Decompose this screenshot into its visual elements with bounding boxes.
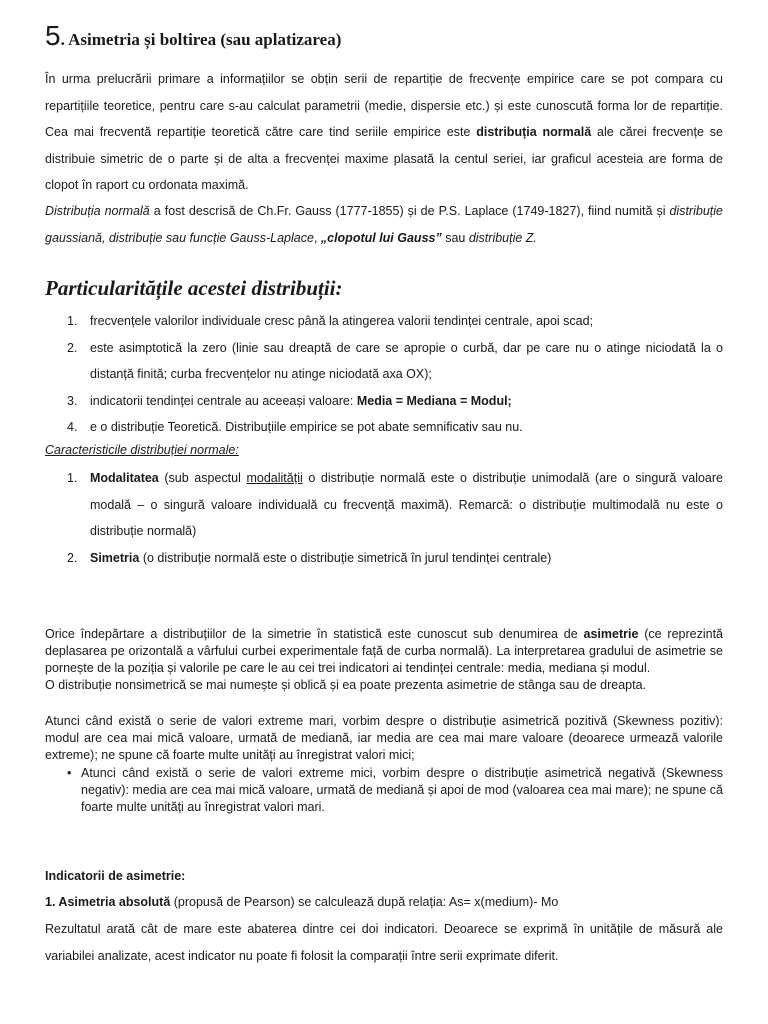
list-item-number: 3.	[67, 393, 78, 408]
positive-skew-paragraph: Atunci când există o serie de valori extreme mari, vorbim despre o distribuție asimetrică pozitivă (Skewness pozitiv): modul are cea mai mică valoare, urmată de mediană, iar media are cea mai mare valoare (deoarece urmează valorile extreme); ne spune că foarte multe unități au înregistrat valori mici;	[45, 714, 723, 762]
particularities-heading: Particularitățile acestei distribuții:	[45, 276, 343, 300]
absolute-asymmetry-term: 1. Asimetria absolută	[45, 895, 171, 909]
particularities-list	[45, 308, 723, 441]
indicators-heading: Indicatorii de asimetrie:	[45, 869, 186, 883]
list-item-text: o distribuție normală este o distribuție unimodală (are o singură valoare modală – o singură valoare individuală cu frecvență maximă). Remarcă: o distribuție multimodală nu este o distribuție normală)	[90, 471, 723, 539]
list-item-number: 1.	[67, 314, 78, 328]
asymmetry-paragraph	[45, 626, 723, 694]
list-item-number: 2.	[67, 340, 78, 355]
characteristics-list	[45, 465, 723, 571]
section-number: 5	[45, 20, 61, 51]
asymmetry-term: asimetrie	[583, 627, 639, 641]
list-item-bold-text: Media = Mediana = Modul;	[356, 393, 512, 408]
normal-distribution-term: distribuția normală	[476, 125, 592, 140]
list-item-text: frecvențele valorilor individuale cresc până la atingerea valorii tendinței centrale, apoi scad;	[90, 314, 594, 328]
result-paragraph: Rezultatul arată cât de mare este abaterea dintre cei doi indicatori. Deoarece se exprimă în unitățile de măsură ale variabilei analizate, acest indicator nu poate fi folosit la comparații între serii exprimate diferit.	[45, 922, 723, 963]
gauss-text-1: a fost descrisă de Ch.Fr. Gauss (1777-1855) și de P.S. Laplace (1749-1827), fiind numită și	[149, 204, 670, 218]
list-item-text: indicatorii tendinței centrale au aceeași valoare:	[90, 393, 357, 408]
list-item	[45, 308, 723, 335]
list-item-number: 2.	[67, 550, 78, 565]
symmetry-term: Simetria	[90, 550, 140, 565]
absolute-asymmetry-line	[45, 894, 723, 911]
asymmetry-text-3: O distribuție nonsimetrică se mai numește și oblică și ea poate prezenta asimetrie de stânga sau de dreapta.	[45, 678, 647, 692]
list-item-text: (o distribuție normală este o distribuție simetrică în jurul tendinței centrale)	[139, 550, 552, 565]
gauss-term-2: distribuție gaussiană, distribuție sau funcție Gauss-Laplace	[45, 204, 723, 245]
list-item-number: 4.	[67, 420, 78, 435]
intro-text-end: ale cărei frecvențe se distribuie simetric de o parte și de alta a frecvenței maxime plasată la centul seriei, iar graficul acesteia are forma de clopot în raport cu ordonata maximă.	[45, 125, 723, 193]
absolute-asymmetry-formula: (propusă de Pearson) se calculează după relația: As= x(medium)- Mo	[170, 895, 559, 909]
modality-underlined: modalității	[246, 471, 303, 485]
characteristics-heading: Caracteristicile distribuției normale:	[45, 443, 239, 457]
modality-term: Modalitatea	[90, 471, 159, 485]
section-number-separator: .	[60, 30, 65, 49]
list-item	[45, 465, 723, 545]
negative-skew-text: Atunci când există o serie de valori extreme mici, vorbim despre o distribuție asimetrică negativă (Skewness negativ): media are cea mai mică valoare, urmată de mediană și apoi de mod (valoarea cea mai mare); ne spune că foarte multe unități au înregistrat valori mari.	[81, 766, 723, 814]
gauss-term-3: „clopotul lui Gauss”	[320, 230, 442, 245]
asymmetry-text-2: (ce reprezintă deplasarea pe orizontală a vârfului curbei experimentale față de curba normală). La interpretarea gradului de asimetrie se pornește de la poziția și valorile pe care le au cei trei indicatori ai tendinței centrale: media, mediana și modul.	[45, 627, 723, 675]
asymmetry-text-1: Orice îndepărtare a distribuțiilor de la simetrie în statistică este cunoscut sub denumirea de	[45, 627, 584, 641]
gauss-paragraph	[45, 198, 723, 251]
gauss-text-3: sau	[441, 230, 469, 245]
list-item-number: 1.	[67, 471, 78, 485]
list-item	[45, 545, 723, 572]
list-item	[45, 388, 723, 415]
bullet-icon: •	[67, 766, 72, 780]
section-title	[45, 20, 341, 52]
negative-skew-bullet	[45, 765, 723, 816]
intro-text: În urma prelucrării primare a informațiilor se obțin serii de repartiție de frecvențe empirice care se pot compara cu repartițiile teoretice, pentru care s-au calculat parametrii (medie, dispersie etc.) și este cunoscută forma lor de repartiție. Cea mai frecventă repartiție teoretică către care tind seriile empirice este	[45, 72, 723, 140]
intro-paragraph	[45, 66, 723, 199]
list-item-text: este asimptotică la zero (linie sau dreaptă de care se apropie o curbă, dar pe care nu o atinge niciodată la o distanță finită; curba frecvențelor nu atinge niciodată axa OX);	[90, 340, 723, 382]
list-item	[45, 414, 723, 441]
gauss-term-4: distribuție Z.	[468, 230, 537, 245]
list-item-text: e o distribuție Teoretică. Distribuțiile empirice se pot abate semnificativ sau nu.	[90, 420, 523, 435]
gauss-text-2: ,	[313, 230, 321, 245]
gauss-term-1: Distribuția normală	[45, 204, 150, 218]
list-item-text: (sub aspectul	[158, 471, 247, 485]
section-title-text: Asimetria și boltirea (sau aplatizarea)	[68, 30, 342, 49]
list-item	[45, 335, 723, 388]
